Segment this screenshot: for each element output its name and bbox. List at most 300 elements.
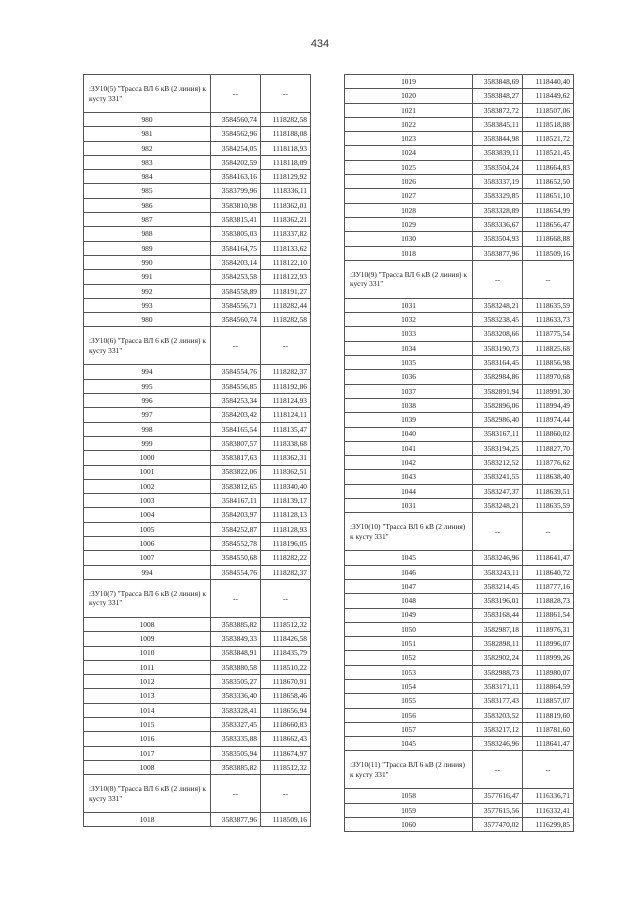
point-number: 1048	[345, 594, 473, 608]
coordinate-y: 1118641,47	[523, 551, 574, 565]
coordinate-y: 1118656,47	[523, 217, 574, 231]
coordinate-y: 1118338,68	[261, 436, 311, 450]
coordinate-y: 1118122,93	[261, 270, 311, 284]
point-number: 1053	[345, 665, 473, 679]
coordinate-y: 1118996,07	[523, 637, 574, 651]
section-title: :ЗУ10(9) "Трасса ВЛ 6 кВ (2 линия) к кусту 331"	[345, 260, 473, 298]
table-row	[84, 732, 311, 746]
table-row	[84, 394, 311, 408]
coordinate-x: 3582986,40	[473, 413, 523, 427]
coordinate-y: 1118638,40	[523, 470, 574, 484]
section-title: :ЗУ10(8) "Трасса ВЛ 6 кВ (2 линия) к кусту 331"	[84, 775, 211, 813]
point-number: 1037	[345, 384, 473, 398]
point-number: 1027	[345, 189, 473, 203]
coordinate-x: 3583196,01	[473, 594, 523, 608]
coordinate-y: 1118118,09	[261, 155, 311, 169]
point-number: 1013	[84, 689, 211, 703]
table-row	[345, 818, 574, 832]
coordinate-y: 1118510,22	[261, 660, 311, 674]
coordinate-y: 1118118,93	[261, 141, 311, 155]
coordinate-x: 3583328,41	[211, 703, 261, 717]
coordinate-y: 1118507,06	[523, 103, 574, 117]
coordinate-x: 3583243,11	[473, 565, 523, 579]
coordinate-y: 1118654,99	[523, 203, 574, 217]
table-row	[84, 465, 311, 479]
coordinate-y: 1118651,10	[523, 189, 574, 203]
coordinate-y: 1118662,43	[261, 732, 311, 746]
coordinate-y: 1118282,44	[261, 298, 311, 312]
coordinate-x: 3584560,74	[211, 313, 261, 327]
table-row	[345, 398, 574, 412]
table-row	[84, 479, 311, 493]
coordinate-y: 1118188,08	[261, 127, 311, 141]
table-row	[345, 356, 574, 370]
point-number: 1050	[345, 622, 473, 636]
dash-cell: --	[473, 513, 523, 551]
dash-cell: --	[523, 260, 574, 298]
coordinate-y: 1118124,11	[261, 408, 311, 422]
coordinate-x: 3584165,54	[211, 422, 261, 436]
coordinate-x: 3582891,94	[473, 384, 523, 398]
point-number: 986	[84, 198, 211, 212]
coordinate-y: 1118640,72	[523, 565, 574, 579]
table-row	[84, 494, 311, 508]
point-number: 1042	[345, 456, 473, 470]
point-number: 1045	[345, 737, 473, 751]
coordinate-y: 1118864,59	[523, 679, 574, 693]
coordinate-y: 1118980,07	[523, 665, 574, 679]
coordinate-y: 1118440,40	[523, 75, 574, 89]
coordinate-y: 1118512,32	[261, 760, 311, 774]
coordinate-x: 3582896,06	[473, 398, 523, 412]
point-number: 1001	[84, 465, 211, 479]
coordinate-x: 3583327,45	[211, 717, 261, 731]
coordinate-x: 3583504,24	[473, 160, 523, 174]
coordinate-y: 1118861,54	[523, 608, 574, 622]
section-title: :ЗУ10(11) "Трасса ВЛ 6 кВ (2 линия) к кусту 331"	[345, 751, 473, 789]
table-row	[345, 608, 574, 622]
coordinate-x: 3584254,05	[211, 141, 261, 155]
dash-cell: --	[473, 260, 523, 298]
coordinates-table-right	[344, 74, 574, 832]
coordinate-y: 1118362,01	[261, 198, 311, 212]
coordinate-x: 3583885,82	[211, 760, 261, 774]
coordinate-x: 3584167,11	[211, 494, 261, 508]
coordinate-y: 1118827,70	[523, 441, 574, 455]
table-row	[84, 451, 311, 465]
coordinate-y: 1118776,62	[523, 456, 574, 470]
dash-cell: --	[523, 751, 574, 789]
dash-cell: --	[261, 775, 311, 813]
table-row	[84, 255, 311, 269]
table-row	[345, 637, 574, 651]
coordinate-y: 1118336,11	[261, 184, 311, 198]
coordinate-y: 1118129,92	[261, 170, 311, 184]
coordinate-x: 3584556,85	[211, 379, 261, 393]
coordinate-x: 3584253,58	[211, 270, 261, 284]
coordinate-y: 1118282,37	[261, 365, 311, 379]
coordinate-y: 1116332,41	[523, 803, 574, 817]
coordinate-y: 1118999,26	[523, 651, 574, 665]
coordinate-x: 3583885,82	[211, 617, 261, 631]
point-number: 1007	[84, 551, 211, 565]
point-number: 1019	[345, 75, 473, 89]
coordinate-y: 1118994,49	[523, 398, 574, 412]
coordinate-y: 1118518,88	[523, 117, 574, 131]
coordinate-y: 1118509,16	[523, 246, 574, 260]
table-row	[84, 646, 311, 660]
section-header-row	[84, 327, 311, 365]
table-row	[345, 313, 574, 327]
coordinate-y: 1118122,10	[261, 255, 311, 269]
table-row	[84, 155, 311, 169]
coordinate-x: 3584202,59	[211, 155, 261, 169]
coordinate-y: 1118521,45	[523, 146, 574, 160]
coordinate-x: 3583168,44	[473, 608, 523, 622]
coordinate-x: 3583877,96	[473, 246, 523, 260]
point-number: 1028	[345, 203, 473, 217]
table-row	[345, 189, 574, 203]
table-row	[345, 246, 574, 260]
coordinate-x: 3584203,97	[211, 508, 261, 522]
coordinate-x: 3583799,96	[211, 184, 261, 198]
coordinate-x: 3582898,11	[473, 637, 523, 651]
coordinate-y: 1118196,05	[261, 537, 311, 551]
point-number: 1023	[345, 132, 473, 146]
point-number: 1041	[345, 441, 473, 455]
point-number: 995	[84, 379, 211, 393]
section-header-row	[345, 260, 574, 298]
coordinate-y: 1118340,40	[261, 479, 311, 493]
point-number: 985	[84, 184, 211, 198]
point-number: 1032	[345, 313, 473, 327]
table-row	[84, 537, 311, 551]
point-number: 1046	[345, 565, 473, 579]
table-row	[345, 594, 574, 608]
coordinate-x: 3583822,06	[211, 465, 261, 479]
coordinate-y: 1118856,98	[523, 356, 574, 370]
coordinate-y: 1118991,30	[523, 384, 574, 398]
coordinate-y: 1118282,58	[261, 313, 311, 327]
point-number: 1029	[345, 217, 473, 231]
point-number: 1003	[84, 494, 211, 508]
table-row	[345, 484, 574, 498]
table-row	[84, 408, 311, 422]
coordinate-y: 1118639,51	[523, 484, 574, 498]
coordinate-x: 3583246,96	[473, 737, 523, 751]
table-row	[345, 203, 574, 217]
table-row	[84, 298, 311, 312]
point-number: 990	[84, 255, 211, 269]
coordinate-x: 3583238,45	[473, 313, 523, 327]
coordinate-x: 3584552,78	[211, 537, 261, 551]
point-number: 1005	[84, 522, 211, 536]
point-number: 1058	[345, 789, 473, 803]
point-number: 1011	[84, 660, 211, 674]
coordinate-x: 3584252,87	[211, 522, 261, 536]
table-row	[84, 703, 311, 717]
section-header-row	[345, 513, 574, 551]
table-row	[84, 760, 311, 774]
coordinate-x: 3583810,98	[211, 198, 261, 212]
coordinate-y: 1118641,47	[523, 737, 574, 751]
table-row	[345, 499, 574, 513]
table-row	[345, 160, 574, 174]
point-number: 1038	[345, 398, 473, 412]
table-row	[84, 675, 311, 689]
coordinate-x: 3583815,41	[211, 213, 261, 227]
table-row	[84, 213, 311, 227]
table-row	[345, 456, 574, 470]
page-number: 434	[310, 38, 330, 50]
table-row	[345, 217, 574, 231]
table-row	[84, 551, 311, 565]
coordinate-y: 1118128,93	[261, 522, 311, 536]
coordinate-y: 1118635,59	[523, 499, 574, 513]
table-row	[84, 565, 311, 579]
section-title: :ЗУ10(6) "Трасса ВЛ 6 кВ (2 линия) к кусту 331"	[84, 327, 211, 365]
coordinate-x: 3583880,58	[211, 660, 261, 674]
point-number: 1016	[84, 732, 211, 746]
coordinate-x: 3583336,67	[473, 217, 523, 231]
table-row	[84, 198, 311, 212]
point-number: 1056	[345, 708, 473, 722]
point-number: 1008	[84, 760, 211, 774]
dash-cell: --	[211, 327, 261, 365]
table-row	[84, 141, 311, 155]
coordinate-x: 3583872,72	[473, 103, 523, 117]
table-row	[345, 298, 574, 312]
coordinate-x: 3582987,18	[473, 622, 523, 636]
coordinate-y: 1118133,62	[261, 241, 311, 255]
table-row	[345, 651, 574, 665]
point-number: 1002	[84, 479, 211, 493]
coordinate-y: 1116336,71	[523, 789, 574, 803]
point-number: 1022	[345, 117, 473, 131]
point-number: 1033	[345, 327, 473, 341]
table-row	[345, 175, 574, 189]
point-number: 998	[84, 422, 211, 436]
point-number: 1031	[345, 298, 473, 312]
coordinate-y: 1118970,68	[523, 370, 574, 384]
coordinate-x: 3584253,34	[211, 394, 261, 408]
coordinate-x: 3583217,12	[473, 722, 523, 736]
table-row	[345, 579, 574, 593]
point-number: 1030	[345, 232, 473, 246]
coordinate-y: 1118652,50	[523, 175, 574, 189]
point-number: 994	[84, 565, 211, 579]
coordinate-y: 1118674,97	[261, 746, 311, 760]
point-number: 1049	[345, 608, 473, 622]
point-number: 996	[84, 394, 211, 408]
coordinate-y: 1118362,51	[261, 465, 311, 479]
point-number: 992	[84, 284, 211, 298]
point-number: 1059	[345, 803, 473, 817]
table-row	[345, 694, 574, 708]
point-number: 1012	[84, 675, 211, 689]
coordinate-x: 3583214,45	[473, 579, 523, 593]
coordinate-y: 1118660,83	[261, 717, 311, 731]
point-number: 980	[84, 113, 211, 127]
section-header-row	[345, 751, 574, 789]
coordinate-x: 3583248,21	[473, 499, 523, 513]
point-number: 1047	[345, 579, 473, 593]
coordinate-y: 1118775,54	[523, 327, 574, 341]
coordinate-x: 3583194,25	[473, 441, 523, 455]
coordinate-x: 3577615,56	[473, 803, 523, 817]
section-header-row	[84, 579, 311, 617]
table-row	[84, 422, 311, 436]
coordinate-x: 3583171,11	[473, 679, 523, 693]
point-number: 1040	[345, 427, 473, 441]
dash-cell: --	[261, 75, 311, 113]
coordinate-y: 1118670,91	[261, 675, 311, 689]
coordinate-x: 3584554,76	[211, 565, 261, 579]
coordinate-y: 1118282,22	[261, 551, 311, 565]
coordinate-x: 3582984,86	[473, 370, 523, 384]
coordinate-x: 3583177,43	[473, 694, 523, 708]
dash-cell: --	[261, 327, 311, 365]
table-row	[345, 665, 574, 679]
coordinate-x: 3583505,94	[211, 746, 261, 760]
coordinate-x: 3583839,11	[473, 146, 523, 160]
point-number: 1051	[345, 637, 473, 651]
coordinate-y: 1118828,73	[523, 594, 574, 608]
coordinate-y: 1118521,72	[523, 132, 574, 146]
coordinate-y: 1118857,07	[523, 694, 574, 708]
table-row	[84, 113, 311, 127]
coordinate-x: 3582902,24	[473, 651, 523, 665]
point-number: 1045	[345, 551, 473, 565]
table-row	[84, 689, 311, 703]
dash-cell: --	[473, 751, 523, 789]
point-number: 1044	[345, 484, 473, 498]
coordinate-y: 1118512,32	[261, 617, 311, 631]
table-row	[84, 227, 311, 241]
table-row	[84, 170, 311, 184]
coordinate-y: 1118362,31	[261, 451, 311, 465]
point-number: 994	[84, 365, 211, 379]
table-row	[345, 75, 574, 89]
coordinate-x: 3583246,96	[473, 551, 523, 565]
coordinate-x: 3584558,89	[211, 284, 261, 298]
dash-cell: --	[523, 513, 574, 551]
coordinate-y: 1118139,17	[261, 494, 311, 508]
table-row	[84, 717, 311, 731]
table-row	[84, 241, 311, 255]
point-number: 1057	[345, 722, 473, 736]
coordinate-x: 3583164,45	[473, 356, 523, 370]
coordinate-x: 3583817,63	[211, 451, 261, 465]
point-number: 1034	[345, 341, 473, 355]
table-row	[84, 508, 311, 522]
table-row	[84, 313, 311, 327]
coordinate-x: 3583844,98	[473, 132, 523, 146]
table-row	[84, 127, 311, 141]
coordinate-x: 3583203,52	[473, 708, 523, 722]
point-number: 1009	[84, 632, 211, 646]
coordinate-y: 1118282,58	[261, 113, 311, 127]
table-row	[345, 441, 574, 455]
section-title: :ЗУ10(10) "Трасса ВЛ 6 кВ (2 линия) к кусту 331"	[345, 513, 473, 551]
coordinate-x: 3583504,93	[473, 232, 523, 246]
coordinate-x: 3583167,11	[473, 427, 523, 441]
coordinate-y: 1118282,37	[261, 565, 311, 579]
point-number: 991	[84, 270, 211, 284]
table-row	[345, 232, 574, 246]
point-number: 1015	[84, 717, 211, 731]
table-row	[84, 813, 311, 827]
coordinate-x: 3583241,55	[473, 470, 523, 484]
table-row	[345, 146, 574, 160]
dash-cell: --	[261, 579, 311, 617]
point-number: 1024	[345, 146, 473, 160]
table-row	[345, 679, 574, 693]
point-number: 980	[84, 313, 211, 327]
point-number: 1026	[345, 175, 473, 189]
point-number: 989	[84, 241, 211, 255]
coordinate-y: 1118509,16	[261, 813, 311, 827]
coordinate-y: 1118777,16	[523, 579, 574, 593]
point-number: 984	[84, 170, 211, 184]
coordinate-y: 1118449,62	[523, 89, 574, 103]
section-header-row	[84, 75, 311, 113]
table-row	[345, 708, 574, 722]
point-number: 999	[84, 436, 211, 450]
section-title: :ЗУ10(5) "Трасса ВЛ 6 кВ (2 линия) к кусту 331"	[84, 75, 211, 113]
table-row	[345, 89, 574, 103]
table-row	[345, 722, 574, 736]
table-row	[84, 746, 311, 760]
coordinate-x: 3583335,88	[211, 732, 261, 746]
table-row	[345, 427, 574, 441]
point-number: 1055	[345, 694, 473, 708]
coordinate-x: 3583247,37	[473, 484, 523, 498]
coordinate-y: 1118664,83	[523, 160, 574, 174]
point-number: 1017	[84, 746, 211, 760]
point-number: 1052	[345, 651, 473, 665]
table-row	[345, 470, 574, 484]
table-row	[345, 103, 574, 117]
point-number: 1006	[84, 537, 211, 551]
point-number: 1021	[345, 103, 473, 117]
coordinate-y: 1118974,44	[523, 413, 574, 427]
point-number: 1031	[345, 499, 473, 513]
coordinate-x: 3583845,11	[473, 117, 523, 131]
coordinate-x: 3583807,57	[211, 436, 261, 450]
table-row	[345, 341, 574, 355]
section-header-row	[84, 775, 311, 813]
coordinate-y: 1118135,47	[261, 422, 311, 436]
coordinates-table-left	[83, 74, 311, 827]
point-number: 981	[84, 127, 211, 141]
coordinate-x: 3583877,96	[211, 813, 261, 827]
point-number: 1060	[345, 818, 473, 832]
table-row	[84, 270, 311, 284]
table-row	[345, 384, 574, 398]
coordinate-x: 3583248,21	[473, 298, 523, 312]
coordinate-y: 1118825,68	[523, 341, 574, 355]
point-number: 1020	[345, 89, 473, 103]
point-number: 987	[84, 213, 211, 227]
table-row	[345, 370, 574, 384]
table-row	[345, 551, 574, 565]
point-number: 1010	[84, 646, 211, 660]
coordinate-x: 3584203,42	[211, 408, 261, 422]
coordinate-y: 1118819,60	[523, 708, 574, 722]
coordinate-y: 1116299,85	[523, 818, 574, 832]
table-row	[84, 436, 311, 450]
